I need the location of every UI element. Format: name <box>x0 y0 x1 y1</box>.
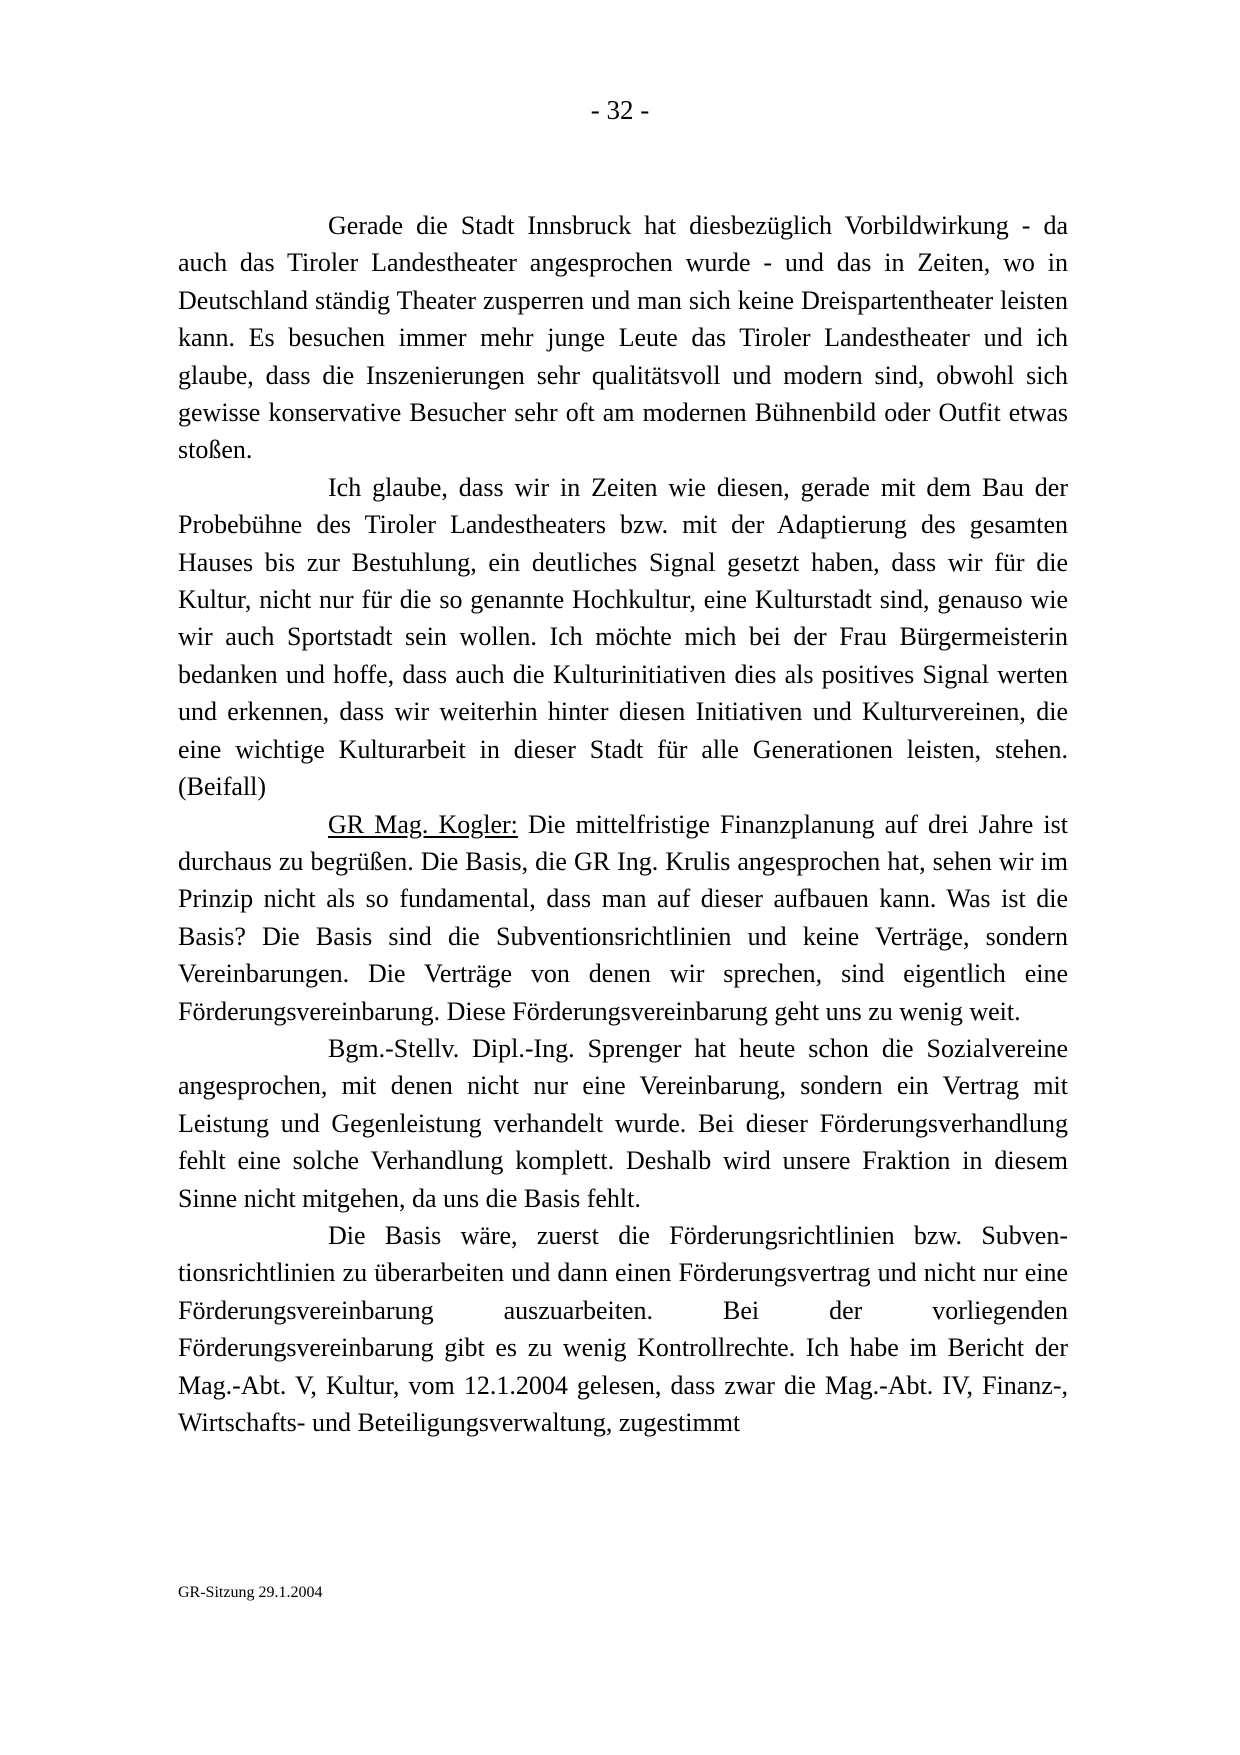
paragraph <box>178 806 1068 1030</box>
paragraph <box>178 1217 1068 1441</box>
paragraph-text: Ich glaube, dass wir in Zeiten wie diesen, gerade mit dem Bau der Probebühne des Tiroler Landestheaters bzw. mit der Adaptierung des gesamten Hauses bis zur Bestuhlung, ein deutliches Signal gesetzt haben, dass wir für die Kultur, nicht nur für die so genannte Hochkultur, eine Kulturstadt sind, genauso wie wir auch Sportstadt sein wollen. Ich möchte mich bei der Frau Bürgermeisterin bedanken und hoffe, dass auch die Kulturinitiativen dies als positives Signal werten und erkennen, dass wir weiterhin hinter diesen Initiativen und Kulturvereinen, die eine wichtige Kulturarbeit in dieser Stadt für alle Generationen leisten, stehen. (Beifall) <box>178 472 1068 802</box>
paragraph <box>178 207 1068 469</box>
footer-session-date: GR-Sitzung 29.1.2004 <box>178 1584 323 1601</box>
speaker-name: GR Mag. Kogler: <box>328 809 518 839</box>
paragraph-text: Die mittelfristige Finanzplanung auf drei Jahre ist durchaus zu begrüßen. Die Basis, die GR Ing. Krulis angesprochen hat, sehen wir im Prinzip nicht als so fundamental, dass man auf dieser aufbauen kann. Was ist die Basis? Die Basis sind die Subventionsrichtlinien und keine Verträge, sondern Vereinbarungen. Die Verträge von denen wir sprechen, sind eigentlich eine Förderungsvereinbarung. Diese Förderungsvereinbarung geht uns zu wenig weit. <box>178 809 1068 1026</box>
paragraph-text: Die Basis wäre, zuerst die Förderungsrichtlinien bzw. Subventionsrichtlinien zu überarbeiten und dann einen Förderungsvertrag und nicht nur eine Förderungsvereinbarung auszuarbeiten. Bei der vorliegenden Förderungsvereinbarung gibt es zu wenig Kontrollrechte. Ich habe im Bericht der Mag.-Abt. V, Kultur, vom 12.1.2004 gelesen, dass zwar die Mag.-Abt. IV, Finanz-, Wirtschafts- und Beteiligungsverwaltung, zugestimmt <box>178 1220 1068 1437</box>
document-body <box>178 207 1068 1441</box>
paragraph-text: Bgm.-Stellv. Dipl.-Ing. Sprenger hat heute schon die Sozialvereine angesprochen, mit denen nicht nur eine Vereinbarung, sondern ein Vertrag mit Leistung und Gegenleistung verhandelt wurde. Bei dieser Förderungsverhandlung fehlt eine solche Verhandlung komplett. Deshalb wird unsere Fraktion in diesem Sinne nicht mitgehen, da uns die Basis fehlt. <box>178 1033 1068 1213</box>
paragraph <box>178 469 1068 806</box>
page-number: - 32 - <box>590 95 650 125</box>
paragraph <box>178 1030 1068 1217</box>
paragraph-text: Gerade die Stadt Innsbruck hat diesbezüglich Vorbildwirkung - da auch das Tiroler Landestheater angesprochen wurde - und das in Zeiten, wo in Deutschland ständig Theater zusperren und man sich keine Dreispartentheater leisten kann. Es besuchen immer mehr junge Leute das Tiroler Landestheater und ich glaube, dass die Inszenierungen sehr qualitätsvoll und modern sind, obwohl sich gewisse konservative Besucher sehr oft am modernen Bühnenbild oder Outfit etwas stoßen. <box>178 211 1068 465</box>
